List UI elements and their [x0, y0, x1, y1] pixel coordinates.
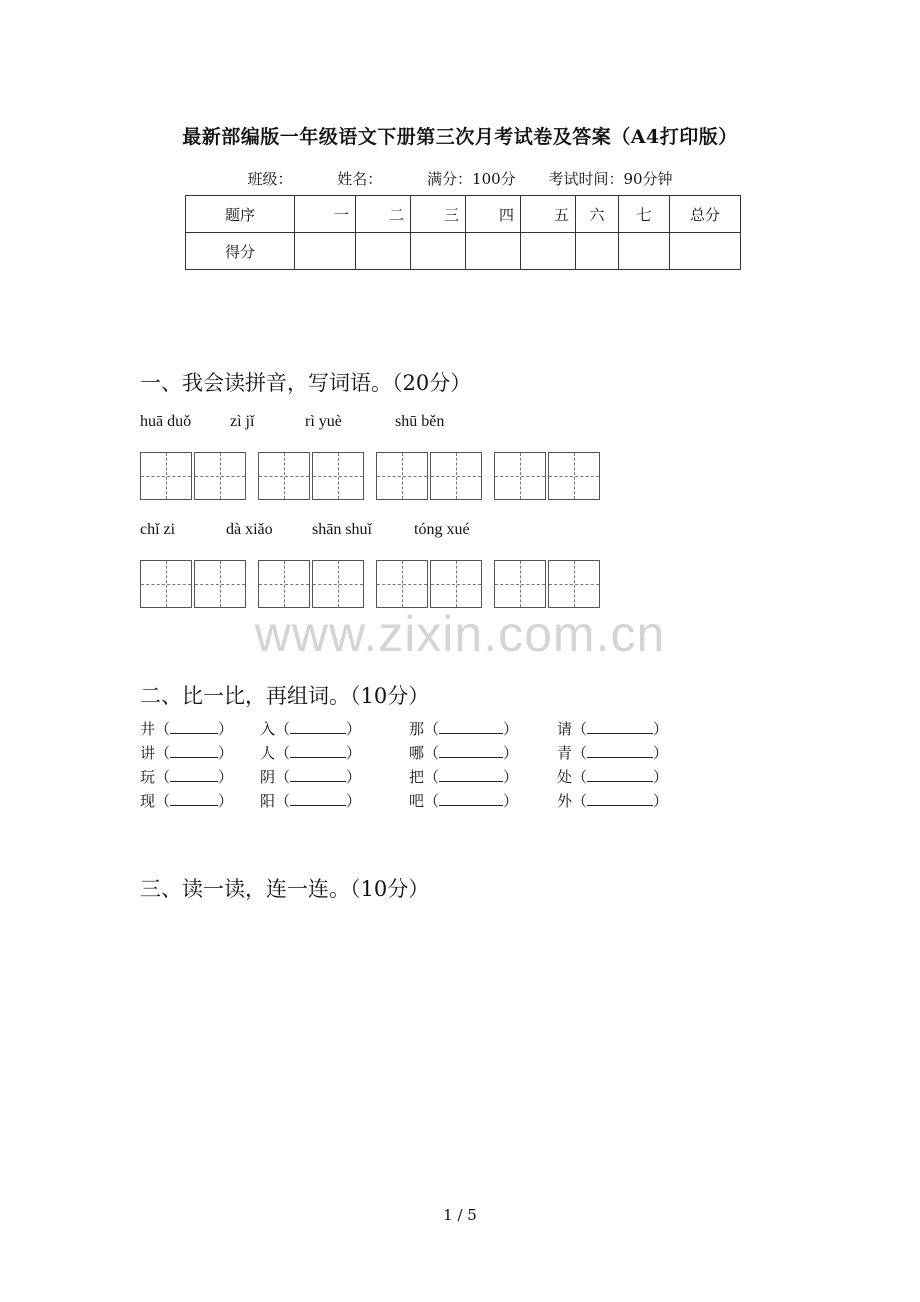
compare-char: 阴: [260, 768, 276, 786]
writing-grid-box[interactable]: [312, 560, 364, 608]
score-header-cell: 四: [466, 196, 521, 233]
answer-blank[interactable]: [439, 767, 503, 782]
compare-item: 讲（ ）: [140, 744, 234, 762]
exam-info: [0, 168, 920, 189]
score-cell[interactable]: [466, 233, 521, 270]
answer-blank[interactable]: [587, 767, 653, 782]
writing-grid-box[interactable]: [312, 452, 364, 500]
compare-char: 吧: [409, 792, 425, 810]
score-header-cell: 题序: [186, 196, 295, 233]
answer-blank[interactable]: [170, 743, 218, 758]
writing-grid-box[interactable]: [494, 560, 546, 608]
score-header-cell: 一: [295, 196, 356, 233]
answer-blank[interactable]: [290, 791, 346, 806]
writing-grid-box[interactable]: [194, 452, 246, 500]
name-label: 姓名：: [337, 170, 383, 188]
class-label: 班级：: [247, 170, 293, 188]
compare-char: 青: [557, 744, 573, 762]
writing-grid-box[interactable]: [430, 560, 482, 608]
writing-grid-box[interactable]: [548, 560, 600, 608]
pinyin-label: shān shuǐ: [312, 521, 372, 538]
section3-title: 三、读一读，连一连。（10分）: [140, 877, 430, 901]
compare-char: 现: [140, 792, 156, 810]
score-row-label: 得分: [186, 233, 295, 270]
compare-item: 井（ ）: [140, 720, 234, 738]
score-cell[interactable]: [576, 233, 619, 270]
score-table: [185, 195, 741, 270]
answer-blank[interactable]: [170, 719, 218, 734]
score-header-cell: 五: [521, 196, 576, 233]
section2-title: 二、比一比，再组词。（10分）: [140, 684, 430, 708]
pinyin-label: shū běn: [395, 413, 445, 430]
watermark: www.zixin.com.cn: [254, 606, 666, 662]
score-cell[interactable]: [670, 233, 741, 270]
answer-blank[interactable]: [290, 743, 346, 758]
compare-char: 阳: [260, 792, 276, 810]
compare-item: 请（ ）: [557, 720, 669, 738]
compare-item: 玩（ ）: [140, 768, 234, 786]
compare-char: 请: [557, 720, 573, 738]
compare-item: 现（ ）: [140, 792, 234, 810]
score-header-cell: 二: [356, 196, 411, 233]
answer-blank[interactable]: [170, 767, 218, 782]
answer-blank[interactable]: [587, 743, 653, 758]
answer-blank[interactable]: [587, 719, 653, 734]
page-number: 1 / 5: [443, 1206, 477, 1224]
section1-title: 一、我会读拼音，写词语。（20分）: [140, 371, 472, 395]
score-cell[interactable]: [411, 233, 466, 270]
compare-item: 外（ ）: [557, 792, 669, 810]
compare-char: 处: [557, 768, 573, 786]
compare-item: 那（ ）: [409, 720, 519, 738]
compare-item: 青（ ）: [557, 744, 669, 762]
writing-grid-box[interactable]: [548, 452, 600, 500]
full-score: 满分：100分: [427, 170, 516, 188]
answer-blank[interactable]: [290, 767, 346, 782]
score-table-header-row: [186, 196, 741, 233]
compare-char: 哪: [409, 744, 425, 762]
answer-blank[interactable]: [439, 719, 503, 734]
score-cell[interactable]: [619, 233, 670, 270]
score-table-score-row: [186, 233, 741, 270]
score-cell[interactable]: [356, 233, 411, 270]
compare-char: 讲: [140, 744, 156, 762]
compare-item: 人（ ）: [260, 744, 362, 762]
answer-blank[interactable]: [439, 743, 503, 758]
writing-grid-box[interactable]: [376, 452, 428, 500]
compare-char: 玩: [140, 768, 156, 786]
writing-grid-box[interactable]: [430, 452, 482, 500]
pinyin-label: chǐ zi: [140, 521, 176, 538]
pinyin-label: dà xiǎo: [226, 521, 273, 538]
writing-grid-box[interactable]: [140, 452, 192, 500]
compare-item: 处（ ）: [557, 768, 669, 786]
pinyin-label: zì jǐ: [230, 413, 255, 430]
score-cell[interactable]: [295, 233, 356, 270]
compare-char: 外: [557, 792, 573, 810]
compare-item: 入（ ）: [260, 720, 362, 738]
compare-item: 阳（ ）: [260, 792, 362, 810]
score-header-cell: 三: [411, 196, 466, 233]
page-title: 最新部编版一年级语文下册第三次月考试卷及答案（A4打印版）: [182, 126, 738, 148]
score-cell[interactable]: [521, 233, 576, 270]
writing-grid-box[interactable]: [140, 560, 192, 608]
answer-blank[interactable]: [439, 791, 503, 806]
writing-grid-box[interactable]: [258, 452, 310, 500]
answer-blank[interactable]: [587, 791, 653, 806]
compare-char: 人: [260, 744, 276, 762]
writing-grid-box[interactable]: [376, 560, 428, 608]
writing-grid-box[interactable]: [258, 560, 310, 608]
score-header-cell: 总分: [670, 196, 741, 233]
compare-char: 入: [260, 720, 276, 738]
compare-char: 井: [140, 720, 156, 738]
writing-grid-box[interactable]: [494, 452, 546, 500]
pinyin-label: rì yuè: [305, 413, 342, 430]
score-header-cell: 六: [576, 196, 619, 233]
score-header-cell: 七: [619, 196, 670, 233]
answer-blank[interactable]: [170, 791, 218, 806]
compare-item: 把（ ）: [409, 768, 519, 786]
answer-blank[interactable]: [290, 719, 346, 734]
compare-char: 那: [409, 720, 425, 738]
pinyin-label: tóng xué: [414, 521, 470, 538]
compare-item: 哪（ ）: [409, 744, 519, 762]
pinyin-label: huā duǒ: [140, 413, 192, 430]
writing-grid-box[interactable]: [194, 560, 246, 608]
compare-char: 把: [409, 768, 425, 786]
compare-item: 阴（ ）: [260, 768, 362, 786]
compare-item: 吧（ ）: [409, 792, 519, 810]
exam-time: 考试时间：90分钟: [548, 170, 673, 188]
